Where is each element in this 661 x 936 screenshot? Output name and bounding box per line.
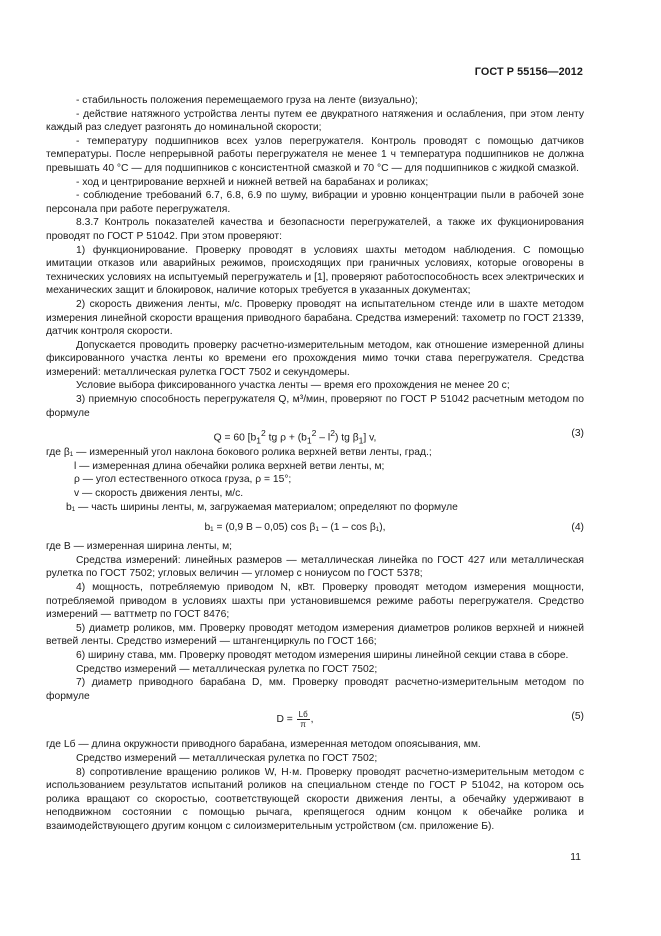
formula-4 xyxy=(46,521,584,535)
formula-4-number: (4) xyxy=(571,522,584,534)
formula-5-number: (5) xyxy=(571,711,584,723)
fraction: $\frac{Lб}{\pi}$ xyxy=(298,710,308,730)
definition: v — скорость движения ленты, м/с. xyxy=(74,488,244,500)
formula-3 xyxy=(46,427,584,446)
formula-4-expression: b₁ = (0,9 B – 0,05) cos β₁ – (1 – cos β₁), xyxy=(204,522,386,534)
formula-3-expression: Q = 60 [$b_1^2$ tg $\rho + (b_1^2 - l^2)$ tg $\beta_1$] v, xyxy=(213,428,377,446)
formula-3-definitions xyxy=(46,446,584,514)
list-item: 2) скорость движения ленты, м/с. Проверку проводят на испытательном стенде или в шахте методом измерения линейной скорости вращения приводного барабана. Средства измерений: тахометр по ГОСТ 21339, датчик контроля скорости. xyxy=(46,298,584,338)
document-body xyxy=(46,94,584,834)
list-item: 4) мощность, потребляемую приводом N, кВт. Проверку проводят методом измерения мощности, потребляемой приводом в условиях шахты при установившемся режиме работы перегружателя. Средство измерений — ваттметр по ГОСТ 8476; xyxy=(46,582,584,621)
page-number: 11 xyxy=(570,852,581,863)
definition: где B — измеренная ширина ленты, м; xyxy=(46,541,233,553)
paragraph: Допускается проводить проверку расчетно-измерительным методом, как отношение измеренной длины фиксированного участка ленты ко времени его прохождения мимо точки става перегружателя. Средства измерений: металлическая рулетка ГОСТ 7502 и секундомеры. xyxy=(46,339,584,378)
paragraph: - ход и центрирование верхней и нижней ветвей на барабанах и роликах; xyxy=(76,176,429,188)
definition: b₁ — часть ширины ленты, м, загружаемая материалом; определяют по формуле xyxy=(66,501,458,513)
list-item: 6) ширину става, мм. Проверку проводят методом измерения ширины линейной секции става в сборе. xyxy=(76,649,569,661)
list-item: 1) функционирование. Проверку проводят в условиях шахты методом наблюдения. С помощью имитации отказов или аварийных режимов, происходящих при граничных условиях, которые оговорены в технических условиях на испытуемый перегружатель и [1], проверяют работоспособность всех электрических и механических защит и блокировок, наличие которых требуется в указанных документах; xyxy=(46,244,584,297)
formula-5-expression: D = $\frac{Lб}{\pi}$ , xyxy=(276,710,314,730)
paragraph: - температуру подшипников всех узлов перегружателя. Контроль проводят с помощью датчиков температуры. После непрерывной работы перегружателя не менее 1 ч температура подшипников не должна превышать 40 °C — для подшипников с консистентной смазкой и 70 °C — для подшипников с жидкой смазкой. xyxy=(46,135,584,174)
document-header: ГОСТ Р 55156—2012 xyxy=(474,66,583,78)
paragraph: Средство измерений — металлическая рулетка по ГОСТ 7502; xyxy=(76,663,378,675)
definition: где β₁ — измеренный угол наклона бокового ролика верхней ветви ленты, град.; xyxy=(46,447,432,459)
paragraph: - стабильность положения перемещаемого груза на ленте (визуально); xyxy=(76,95,418,106)
list-item: 7) диаметр приводного барабана D, мм. Проверку проводят расчетно-измерительным методом по формуле xyxy=(46,677,584,702)
list-item: 3) приемную способность перегружателя Q, м³/мин, проверяют по ГОСТ Р 51042 расчетным методом по формуле xyxy=(46,394,584,419)
paragraph: Условие выбора фиксированного участка ленты — время его прохождения не менее 20 с; xyxy=(76,380,510,392)
definition: l — измеренная длина обечайки ролика верхней ветви ленты, м; xyxy=(74,460,385,472)
paragraph: - соблюдение требований 6.7, 6.8, 6.9 по шуму, вибрации и уровню концентрации пыли в рабочей зоне персонала при работе перегружателя. xyxy=(46,190,584,215)
formula-5 xyxy=(46,710,584,732)
paragraph: Средство измерений — металлическая рулетка по ГОСТ 7502; xyxy=(76,752,378,764)
section-8-3-7: 8.3.7 Контроль показателей качества и безопасности перегружателей, а также их фукционирования проводят по ГОСТ Р 51042. При этом проверяют: xyxy=(46,217,584,242)
formula-3-number: (3) xyxy=(571,428,584,440)
paragraph: - действие натяжного устройства ленты путем ее двукратного натяжения и ослабления, при этом ленту каждый раз следует разгонять до номинальной скорости; xyxy=(46,108,584,134)
definition: ρ — угол естественного откоса груза, ρ = 15°; xyxy=(74,474,292,486)
list-item: 8) сопротивление вращению роликов W, Н·м. Проверку проводят расчетно-измерительным методом с использованием результатов испытаний роликов на специальном стенде по ГОСТ Р 51042, на котором ось ролика вращают со скоростью, соответствующей скорости движения ленты, а обечайку удерживают в неподвижном состоянии с помощью рычага, крепящегося одним концом к обечайке ролика и взаимодействующего другим концом с силоизмерительным устройством (см. приложение Б). xyxy=(46,766,584,832)
list-item: 5) диаметр роликов, мм. Проверку проводят методом измерения диаметров роликов верхней и нижней ветвей ленты. Средство измерений — штангенциркуль по ГОСТ 166; xyxy=(46,622,584,648)
paragraph: Средства измерений: линейных размеров — металлическая линейка по ГОСТ 427 или металлическая рулетка по ГОСТ 7502; угловых величин — угломер с нониусом по ГОСТ 5378; xyxy=(46,554,584,580)
definition: где Lб — длина окружности приводного барабана, измеренная методом опоясывания, мм. xyxy=(46,739,481,751)
